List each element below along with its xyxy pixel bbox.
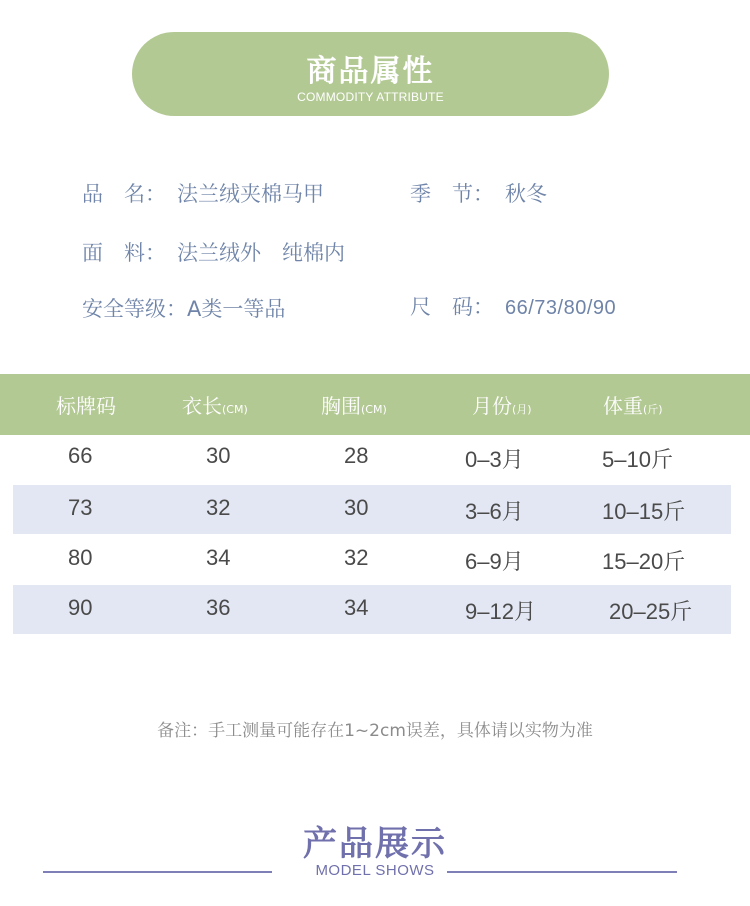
cell-weight: 5–10斤 [602,447,673,472]
fabric-label: 面 料： [82,241,166,265]
column-header-chest: 胸围(CM) [321,394,387,418]
cell-age: 9–12月 [465,599,536,624]
fabric-value: 法兰绒外 纯棉内 [177,241,345,265]
cell-chest: 30 [344,495,369,520]
cell-chest: 28 [344,443,369,468]
divider-right [447,871,677,873]
cell-tag-size: 80 [68,545,93,570]
cell-age: 0–3月 [465,447,524,472]
attribute-safety-grade [82,293,285,323]
cell-tag-size: 73 [68,495,93,520]
season-value: 秋冬 [505,182,547,206]
cell-length: 30 [206,443,231,468]
size-label: 尺 码： [410,295,494,319]
column-header-length: 衣长(CM) [182,394,248,418]
safety-grade-value: A类一等品 [187,297,286,321]
attribute-fabric [82,237,345,267]
banner-subtitle: COMMODITY ATTRIBUTE [297,90,444,104]
attribute-size [410,291,616,321]
cell-weight: 15–20斤 [602,549,686,574]
cell-age: 6–9月 [465,549,524,574]
banner-title: 商品属性 [306,54,435,89]
table-row [13,485,731,534]
size-value: 66/73/80/90 [505,297,617,319]
cell-tag-size: 90 [68,595,93,620]
cell-tag-size: 66 [68,443,93,468]
cell-length: 36 [206,595,231,620]
cell-weight: 20–25斤 [609,599,693,624]
cell-length: 32 [206,495,231,520]
measurement-note: 备注：手工测量可能存在1~2cm误差，具体请以实物为准 [157,721,593,741]
table-row [13,585,731,634]
attribute-product-name [82,178,324,208]
product-name-value: 法兰绒夹棉马甲 [177,182,324,206]
table-row [13,535,731,584]
season-label: 季 节： [410,182,494,206]
cell-chest: 34 [344,595,369,620]
section-title: 产品展示 [303,824,447,864]
cell-length: 34 [206,545,231,570]
product-name-label: 品 名： [82,182,166,206]
cell-age: 3–6月 [465,499,524,524]
safety-grade-label: 安全等级： [82,297,187,321]
cell-weight: 10–15斤 [602,499,686,524]
cell-chest: 32 [344,545,369,570]
column-header-age: 月份(月) [472,394,532,418]
table-row [13,433,731,482]
size-table-header [0,374,750,435]
column-header-weight: 体重(斤) [603,394,663,418]
section-subtitle: MODEL SHOWS [315,862,435,879]
attribute-season [410,178,547,208]
commodity-attribute-banner [132,32,609,116]
column-header-tag-size: 标牌码 [56,394,116,418]
